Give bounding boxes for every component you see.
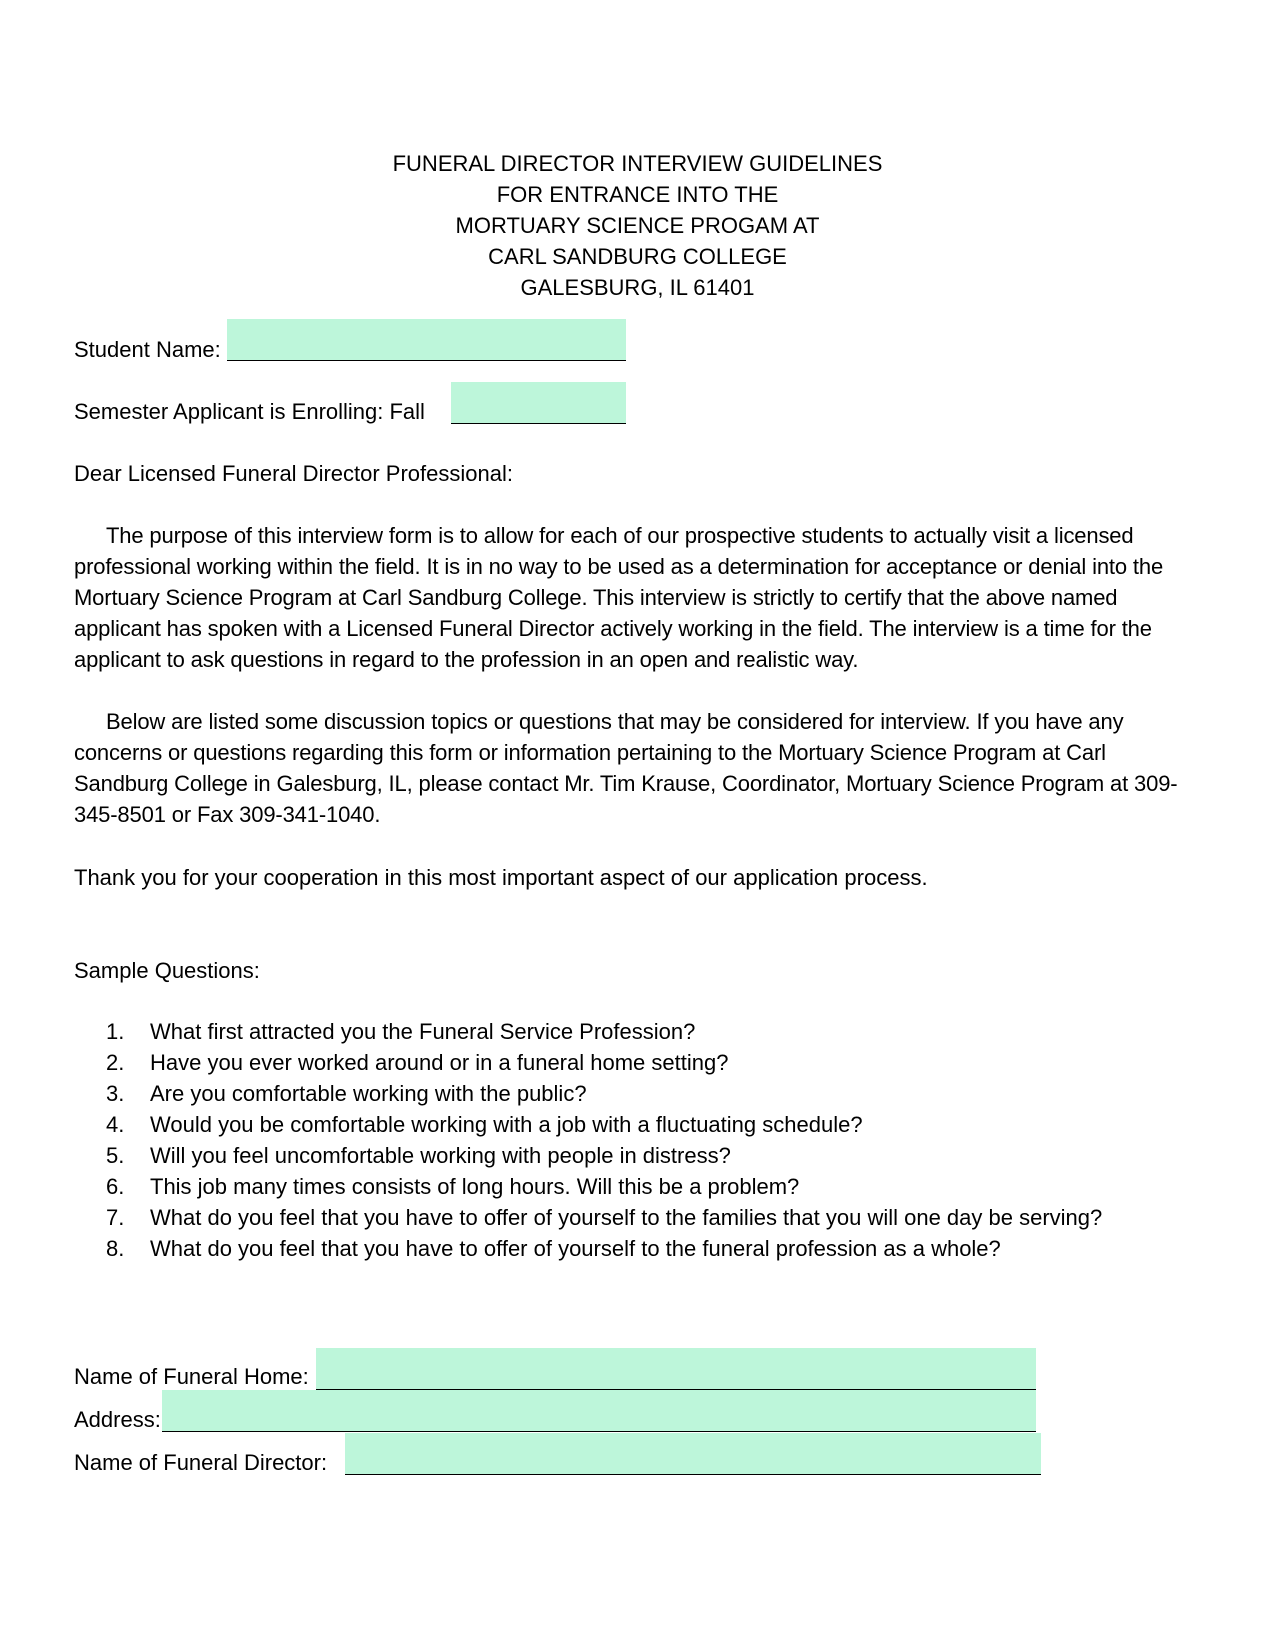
question-number: 7. bbox=[106, 1205, 125, 1230]
funeral-home-label: Name of Funeral Home: bbox=[74, 1364, 309, 1389]
greeting: Dear Licensed Funeral Director Professional: bbox=[74, 461, 513, 486]
semester-label: Semester Applicant is Enrolling: Fall bbox=[74, 399, 425, 424]
question-text: This job many times consists of long hours. Will this be a problem? bbox=[150, 1174, 800, 1199]
list-item bbox=[74, 1233, 1102, 1264]
document-header bbox=[0, 148, 1275, 303]
header-line-college: CARL SANDBURG COLLEGE bbox=[488, 244, 787, 269]
question-number: 5. bbox=[106, 1143, 125, 1168]
header-line-location: GALESBURG, IL 61401 bbox=[520, 275, 755, 300]
question-text: Will you feel uncomfortable working with people in distress? bbox=[150, 1143, 731, 1168]
question-number: 1. bbox=[106, 1019, 125, 1044]
question-number: 8. bbox=[106, 1236, 125, 1261]
question-text: What first attracted you the Funeral Service Profession? bbox=[150, 1019, 696, 1044]
list-item bbox=[74, 1109, 1102, 1140]
paragraph-purpose-text: The purpose of this interview form is to allow for each of our prospective students to actually visit a licensed professional working within the field. It is in no way to be used as a determination for acceptance or denial into the Mortuary Science Program at Carl Sandburg College. This interview is strictly to certify that the above named applicant has spoken with a Licensed Funeral Director actively working in the field. The interview is a time for the applicant to ask questions in regard to the profession in an open and realistic way. bbox=[74, 523, 1164, 672]
list-item bbox=[74, 1078, 1102, 1109]
question-number: 3. bbox=[106, 1081, 125, 1106]
header-line-title: FUNERAL DIRECTOR INTERVIEW GUIDELINES bbox=[392, 151, 883, 176]
question-number: 2. bbox=[106, 1050, 125, 1075]
funeral-director-field[interactable] bbox=[345, 1433, 1041, 1475]
question-number: 4. bbox=[106, 1112, 125, 1137]
list-item bbox=[74, 1016, 1102, 1047]
student-name-field[interactable] bbox=[227, 319, 626, 361]
paragraph-purpose bbox=[74, 520, 1204, 675]
funeral-director-label: Name of Funeral Director: bbox=[74, 1450, 328, 1475]
question-text: Are you comfortable working with the public? bbox=[150, 1081, 587, 1106]
question-text: Have you ever worked around or in a funeral home setting? bbox=[150, 1050, 729, 1075]
list-item bbox=[74, 1202, 1102, 1233]
question-text: What do you feel that you have to offer of yourself to the families that you will one day be serving? bbox=[150, 1205, 1103, 1230]
paragraph-contact bbox=[74, 706, 1204, 830]
student-name-label: Student Name: bbox=[74, 337, 221, 362]
list-item bbox=[74, 1171, 1102, 1202]
semester-field[interactable] bbox=[451, 382, 626, 424]
list-item bbox=[74, 1140, 1102, 1171]
address-field[interactable] bbox=[162, 1390, 1036, 1432]
thanks-line: Thank you for your cooperation in this most important aspect of our application process. bbox=[74, 865, 928, 890]
header-line-program: MORTUARY SCIENCE PROGAM AT bbox=[455, 213, 820, 238]
question-number: 6. bbox=[106, 1174, 125, 1199]
question-text: What do you feel that you have to offer of yourself to the funeral profession as a whole? bbox=[150, 1236, 1001, 1261]
header-line-entrance: FOR ENTRANCE INTO THE bbox=[496, 182, 779, 207]
sample-questions-heading: Sample Questions: bbox=[74, 958, 260, 983]
funeral-home-field[interactable] bbox=[316, 1348, 1036, 1390]
sample-questions-list bbox=[74, 1016, 1102, 1264]
list-item bbox=[74, 1047, 1102, 1078]
address-label: Address: bbox=[74, 1407, 161, 1432]
paragraph-contact-text: Below are listed some discussion topics or questions that may be considered for interview. If you have any concerns or questions regarding this form or information pertaining to the Mortuary Science Program at Carl Sandburg College in Galesburg, IL, please contact Mr. Tim Krause, Coordinator, Mortuary Science Program at 309-345-8501 or Fax 309-341-1040. bbox=[74, 709, 1178, 827]
question-text: Would you be comfortable working with a job with a fluctuating schedule? bbox=[150, 1112, 863, 1137]
